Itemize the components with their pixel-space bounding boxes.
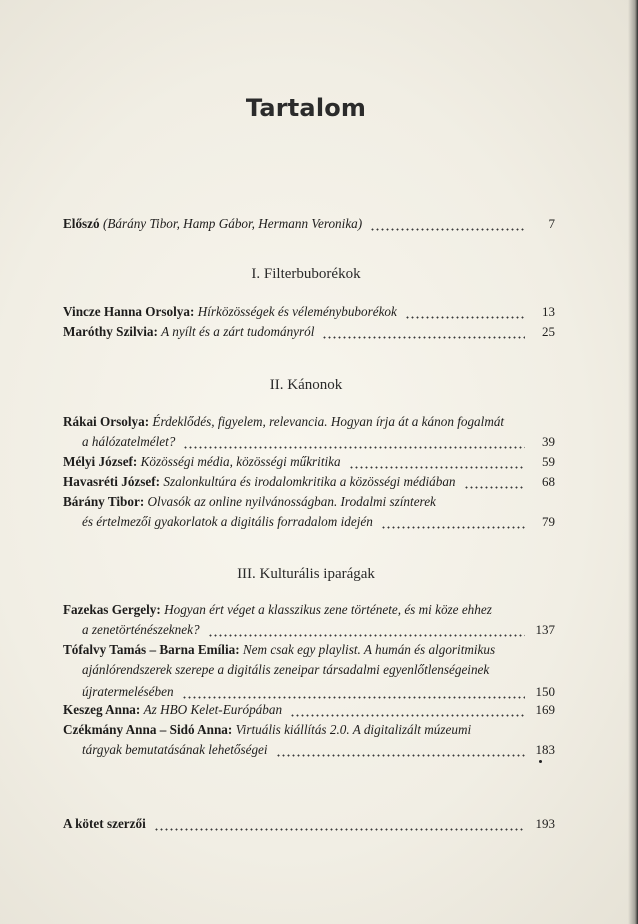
entry-title: Virtuális kiállítás 2.0. A digitalizált múzeumi (235, 722, 472, 737)
dot-leader (405, 316, 525, 319)
toc-entry-continuation (82, 662, 555, 682)
ink-speck (539, 760, 542, 763)
dot-leader (370, 228, 525, 231)
toc-entry (63, 494, 555, 514)
toc-entry (63, 304, 555, 324)
page-number: 13 (542, 304, 555, 319)
entry-label: A kötet szerzői (63, 816, 146, 831)
entry-title-cont: újratermelésében (82, 684, 174, 699)
page-number: 68 (542, 474, 555, 489)
toc-entry-authors (63, 816, 555, 836)
entry-title: Hírközösségek és véleménybuborékok (197, 304, 397, 319)
dot-leader (381, 526, 525, 529)
entry-author: Havasréti József: (63, 474, 161, 489)
entry-title-cont: ajánlórendszerek szerepe a digitális zeneipar társadalmi egyenlőtlenségeinek (82, 662, 490, 677)
entry-author: Fazekas Gergely: (63, 602, 161, 617)
entry-title: Nem csak egy playlist. A humán és algoritmikus (242, 642, 496, 657)
entry-author: Czékmány Anna – Sidó Anna: (63, 722, 233, 737)
toc-entry (63, 414, 555, 434)
section-heading-2: II. Kánonok (269, 377, 343, 393)
toc-entry-continuation (82, 684, 555, 704)
entry-title-cont: a hálózatelmélet? (82, 434, 176, 449)
dot-leader (276, 754, 525, 757)
toc-entry-continuation (82, 622, 555, 642)
toc-entry-continuation (82, 742, 555, 762)
entry-author: Rákai Orsolya: (63, 414, 150, 429)
entry-title-cont: és értelmezői gyakorlatok a digitális forradalom idején (82, 514, 373, 529)
entry-author: Maróthy Szilvia: (63, 324, 158, 339)
page-number: 137 (535, 622, 555, 637)
page-number: 7 (548, 216, 555, 231)
entry-title: Szalonkultúra és irodalomkritika a közösségi médiában (163, 474, 456, 489)
entry-author: Bárány Tibor: (63, 494, 145, 509)
page-number: 169 (535, 702, 555, 717)
dot-leader (322, 336, 525, 339)
dot-leader (290, 714, 525, 717)
entry-author: Vincze Hanna Orsolya: (63, 304, 195, 319)
page-number: 39 (542, 434, 555, 449)
entry-title-cont: a zenetörténészeknek? (82, 622, 200, 637)
page-edge-shadow (628, 0, 638, 924)
page-number: 59 (542, 454, 555, 469)
entry-author: Tófalvy Tamás – Barna Emília: (63, 642, 240, 657)
section-heading-1: I. Filterbuborékok (251, 266, 361, 282)
entry-title: Érdeklődés, figyelem, relevancia. Hogyan írja át a kánon fogalmát (152, 414, 505, 429)
entry-title: Közösségi média, közösségi műkritika (140, 454, 341, 469)
entry-text: (Bárány Tibor, Hamp Gábor, Hermann Veronika) (102, 216, 363, 231)
toc-entry (63, 642, 555, 662)
dot-leader (208, 634, 525, 637)
entry-author: Keszeg Anna: (63, 702, 141, 717)
toc-entry-continuation (82, 434, 555, 454)
toc-entry (63, 454, 555, 474)
dot-leader (182, 696, 525, 699)
entry-title: A nyílt és a zárt tudományról (161, 324, 315, 339)
dot-leader (183, 446, 525, 449)
page-number: 150 (535, 684, 555, 699)
toc-entry (63, 602, 555, 622)
dot-leader (349, 466, 525, 469)
toc-entry (63, 474, 555, 494)
toc-entry-continuation (82, 514, 555, 534)
entry-title-cont: tárgyak bemutatásának lehetőségei (82, 742, 268, 757)
entry-title: Az HBO Kelet-Európában (143, 702, 283, 717)
entry-author: Mélyi József: (63, 454, 138, 469)
page-number: 193 (535, 816, 555, 831)
entry-title: Hogyan ért véget a klasszikus zene története, és mi köze ehhez (164, 602, 492, 617)
dot-leader (464, 486, 525, 489)
entry-title: Olvasók az online nyilvánosságban. Irodalmi színterek (147, 494, 436, 509)
toc-entry-preface (63, 216, 555, 236)
toc-entry (63, 702, 555, 722)
page-number: 183 (535, 742, 555, 757)
section-heading-3: III. Kulturális iparágak (237, 566, 375, 582)
dot-leader (154, 828, 525, 831)
page-number: 79 (542, 514, 555, 529)
toc-entry (63, 722, 555, 742)
toc-entry (63, 324, 555, 344)
page-title: Tartalom (245, 94, 367, 122)
page-number: 25 (542, 324, 555, 339)
entry-label: Előszó (63, 216, 100, 231)
